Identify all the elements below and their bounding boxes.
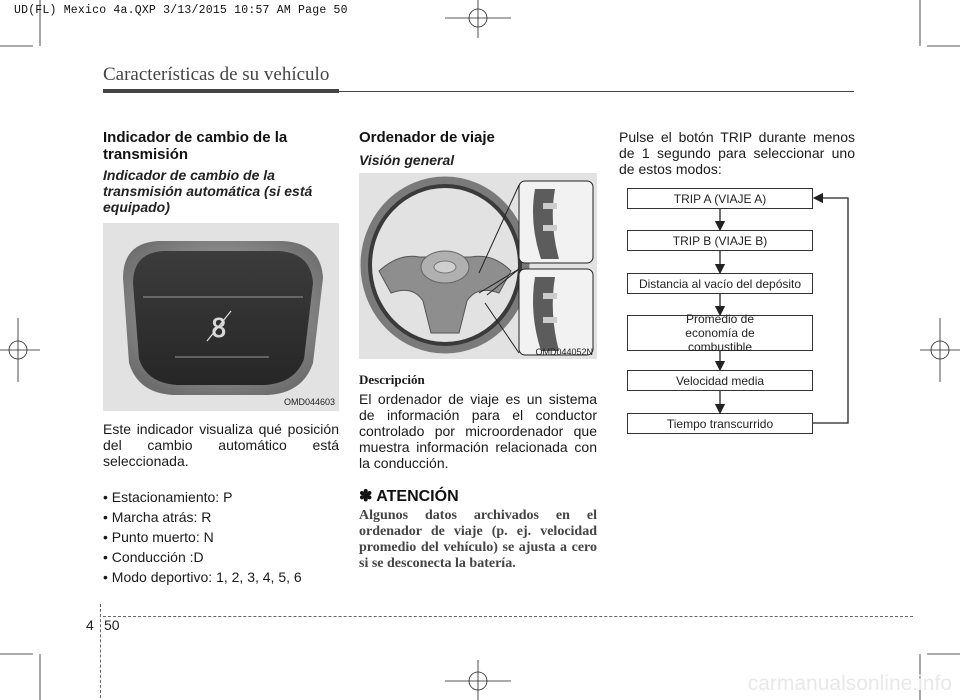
list-item: • Conducción :D xyxy=(103,549,204,565)
trip-computer-heading: Ordenador de viaje xyxy=(359,129,495,146)
description-label: Descripción xyxy=(359,372,425,387)
header-rule-thin xyxy=(339,91,854,92)
section-title: Características de su vehículo xyxy=(103,64,330,85)
trip-mode-elapsed-time: Tiempo transcurrido xyxy=(627,413,813,434)
trip-mode-fuel-economy: Promedio de economía de combustible xyxy=(627,315,813,351)
trip-computer-body: El ordenador de viaje es un sistema de información para el conductor controlado por microordenador que muestra información relacionada con la conducción. xyxy=(359,391,597,471)
gear-indicator-heading: Indicador de cambio de la transmisión xyxy=(103,129,288,163)
list-item: • Punto muerto: N xyxy=(103,529,214,545)
svg-text:8: 8 xyxy=(211,314,227,344)
gear-indicator-figure xyxy=(103,223,339,411)
header-rule-thick xyxy=(103,89,339,93)
footer-divider xyxy=(100,604,101,698)
watermark: carmanualsonline.info xyxy=(747,672,952,695)
trip-mode-intro: Pulse el botón TRIP durante menos de 1 segundo para seleccionar uno de estos modos: xyxy=(619,129,855,177)
warning-title: ✽ ATENCIÓN xyxy=(359,488,459,505)
trip-mode-trip-a: TRIP A (VIAJE A) xyxy=(627,188,813,209)
gear-indicator-subheading: Indicador de cambio de la transmisión automática (si está equipado) xyxy=(103,167,313,215)
trip-mode-flow-arrows xyxy=(600,180,860,450)
trip-mode-average-speed: Velocidad media xyxy=(627,370,813,391)
chapter-number: 4 xyxy=(86,617,94,633)
trip-mode-trip-b: TRIP B (VIAJE B) xyxy=(627,230,813,251)
gear-position-list xyxy=(103,489,339,589)
list-item: • Modo deportivo: 1, 2, 3, 4, 5, 6 xyxy=(103,569,302,585)
steering-wheel-illustration xyxy=(359,173,597,359)
gear-indicator-body: Este indicador visualiza qué posición del cambio automático está seleccionada. xyxy=(103,421,339,469)
trip-computer-subheading: Visión general xyxy=(359,152,455,168)
footer-rule xyxy=(103,616,913,617)
gear-indicator-illustration xyxy=(103,223,339,411)
figure-code-gear: OMD044603 xyxy=(283,397,335,407)
trip-mode-distance-to-empty: Distancia al vacío del depósito xyxy=(627,273,813,294)
list-item: • Marcha atrás: R xyxy=(103,509,212,525)
list-item: • Estacionamiento: P xyxy=(103,489,233,505)
figure-code-steering: OMD044052N xyxy=(535,347,593,357)
steering-wheel-figure xyxy=(359,173,597,359)
print-header: UD(FL) Mexico 4a.QXP 3/13/2015 10:57 AM Page 50 xyxy=(14,4,348,17)
warning-body: Algunos datos archivados en el ordenador de viaje (p. ej. velocidad promedio del vehículo) se ajusta a cero si se desconecta la batería. xyxy=(359,508,597,571)
page-number: 50 xyxy=(104,617,120,633)
